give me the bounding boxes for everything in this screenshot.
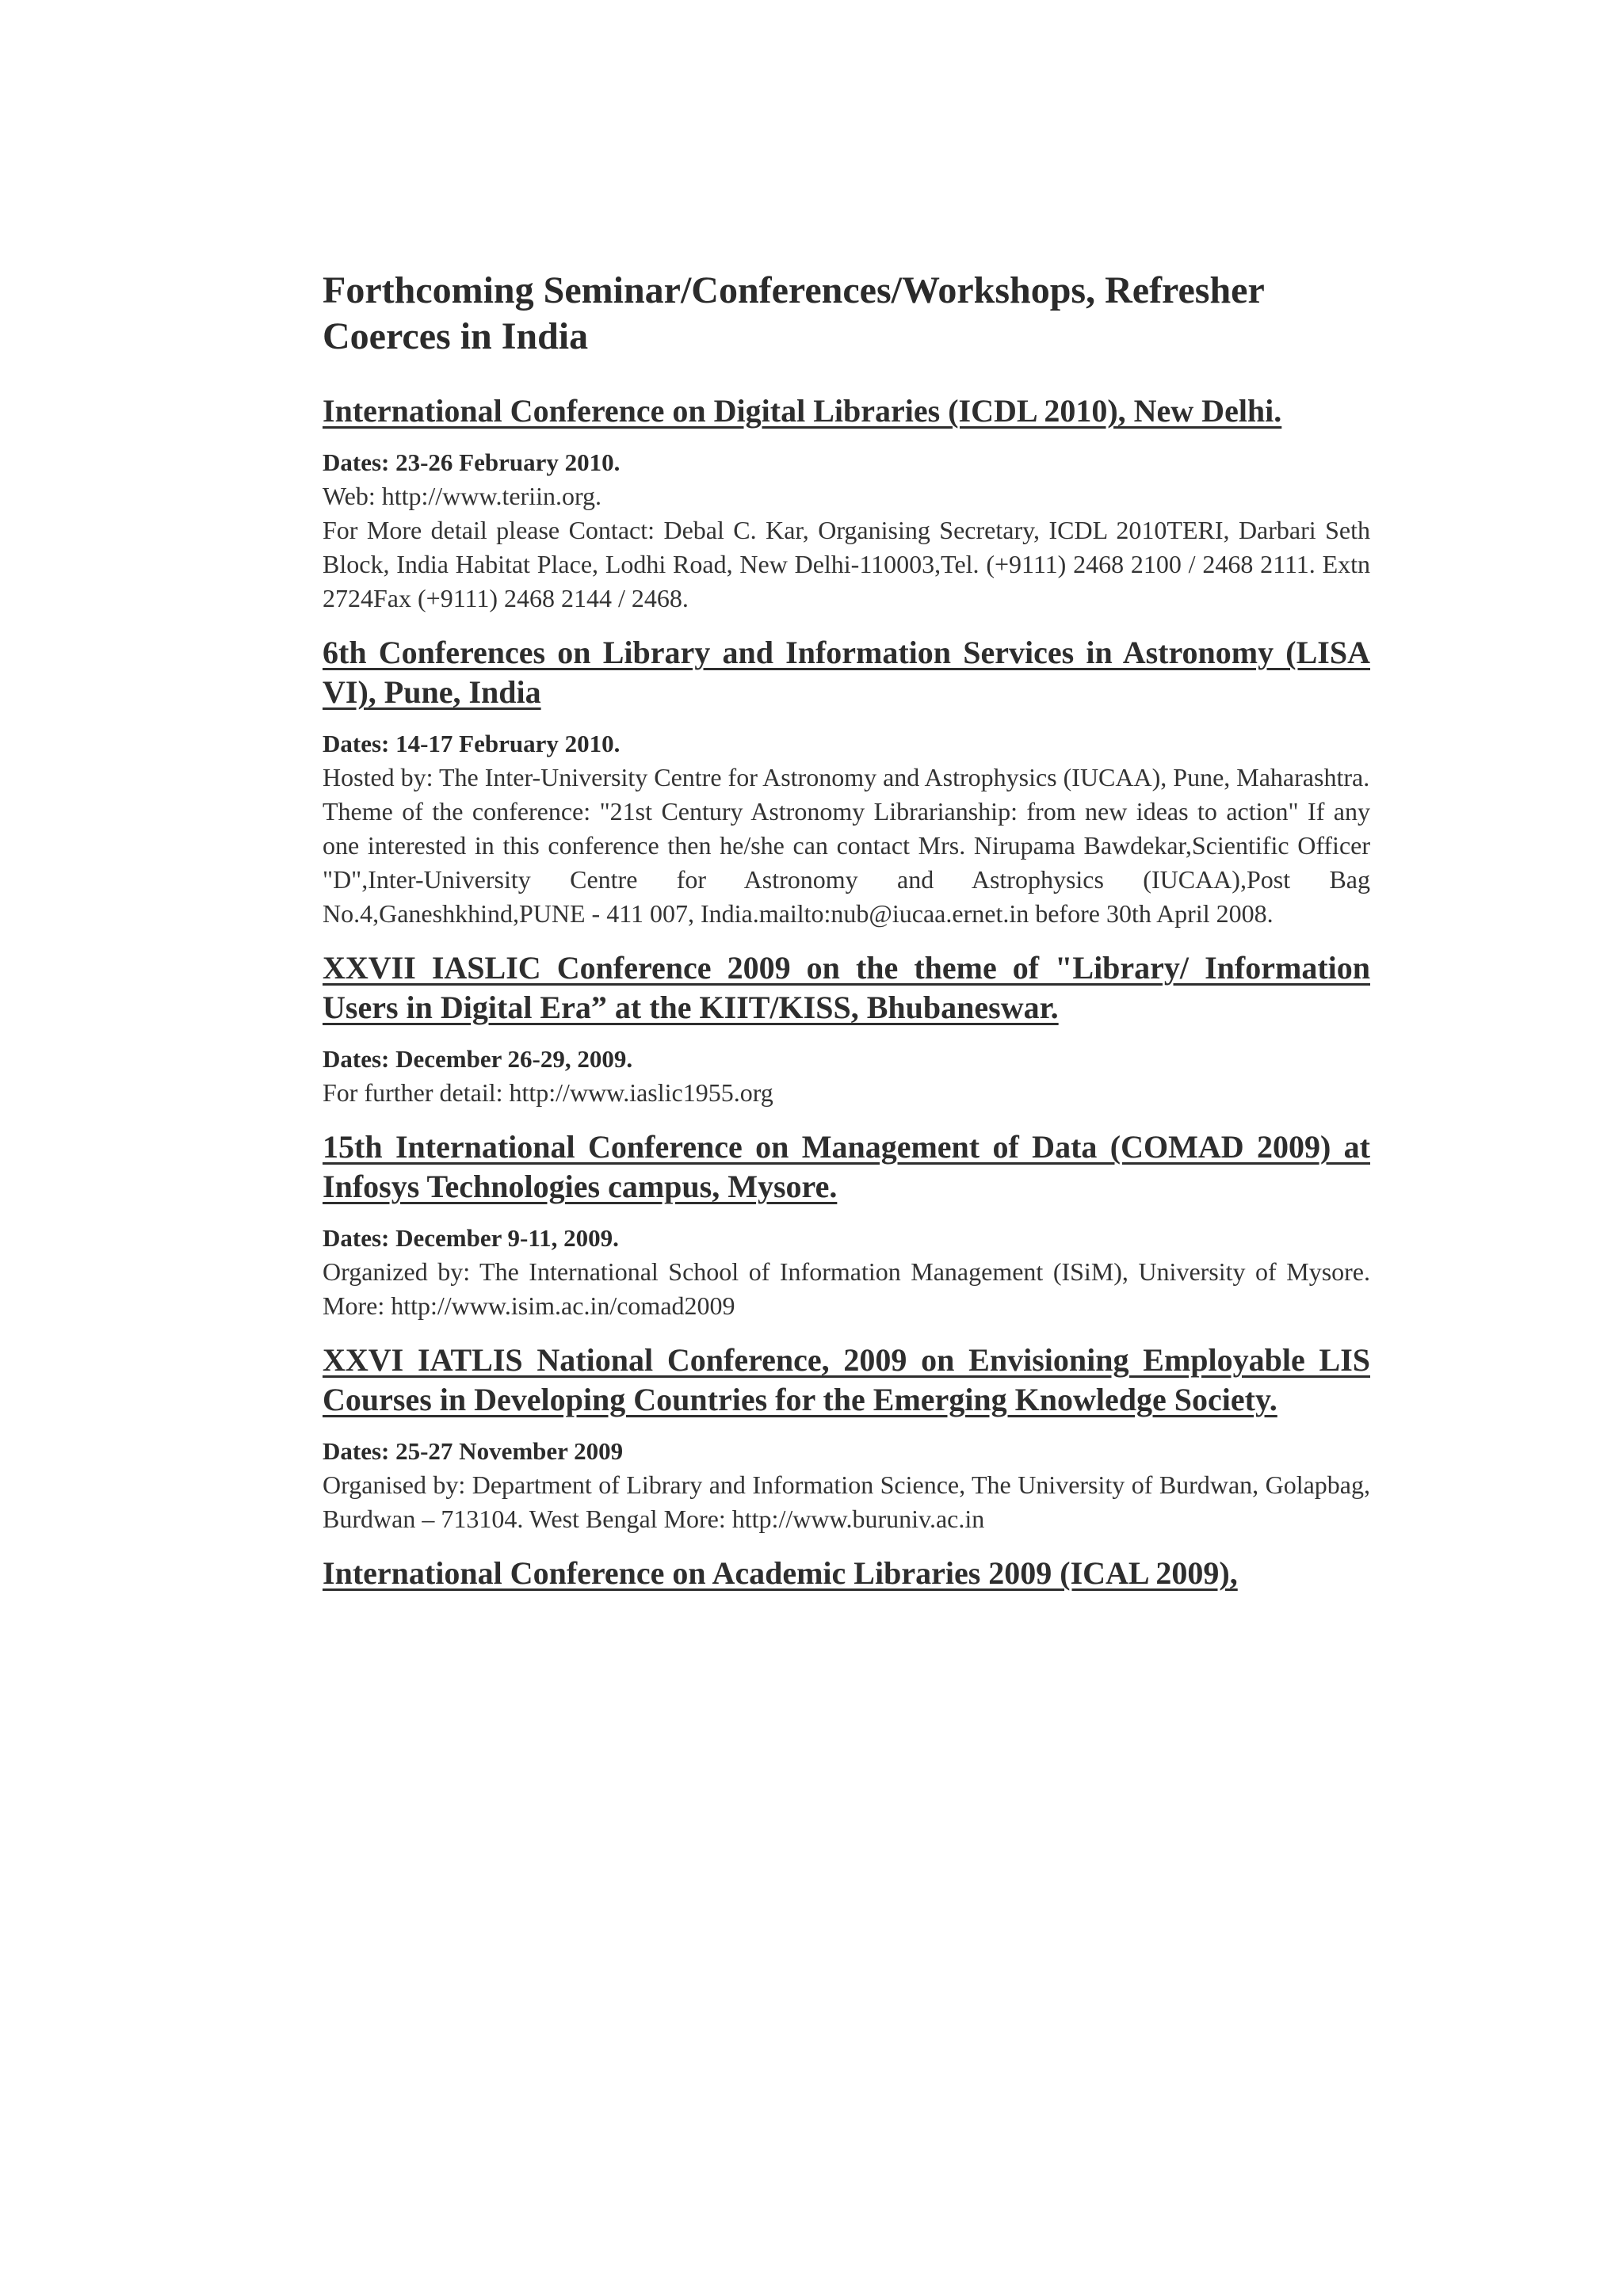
event-title: 15th International Conference on Management of Data (COMAD 2009) at Infosys Technologies campus, Mysore. (323, 1129, 1370, 1204)
event-title: XXVI IATLIS National Conference, 2009 on Envisioning Employable LIS Courses in Developing Countries for the Emerging Knowledge Society. (323, 1342, 1370, 1417)
event-web: Web: http://www.teriin.org. (323, 482, 602, 510)
event-icdl-2010 (323, 391, 1370, 616)
event-title: International Conference on Academic Libraries 2009 (ICAL 2009), (323, 1555, 1238, 1591)
event-dates: Dates: 25-27 November 2009 (323, 1437, 624, 1465)
document-page (323, 268, 1370, 1611)
event-lisa-vi (323, 633, 1370, 931)
event-host: Hosted by: The Inter-University Centre for Astronomy and Astrophysics (IUCAA), Pune, Maharashtra. (323, 763, 1370, 791)
event-iatlis-2009 (323, 1341, 1370, 1536)
event-organizer: Organised by: Department of Library and Information Science, The University of Burdwan, Golapbag, Burdwan – 713104. West Bengal More: http://www.buruniv.ac.in (323, 1470, 1370, 1533)
event-theme: Theme of the conference: "21st Century Astronomy Librarianship: from new ideas to action" If any one interested in this conference then he/she can contact Mrs. Nirupama Bawdekar,Scientific Officer "D",Inter-University Centre for Astronomy and Astrophysics (IUCAA),Post Bag No.4,Ganeshkhind,PUNE - 411 007, India.mailto:nub@iucaa.ernet.in before 30th April 2008. (323, 797, 1370, 928)
event-comad-2009 (323, 1127, 1370, 1323)
event-dates: Dates: 14-17 February 2010. (323, 730, 621, 757)
event-ical-2009 (323, 1554, 1370, 1593)
event-organizer: Organized by: The International School of Information Management (ISiM), University of Mysore. More: http://www.isim.ac.in/comad2009 (323, 1257, 1370, 1320)
event-dates: Dates: 23-26 February 2010. (323, 448, 621, 476)
event-contact: For More detail please Contact: Debal C. Kar, Organising Secretary, ICDL 2010TERI, Darbari Seth Block, India Habitat Place, Lodhi Road, New Delhi-110003,Tel. (+9111) 2468 2100 / 2468 2111. Extn 2724Fax (+9111) 2468 2144 / 2468. (323, 516, 1370, 612)
event-dates: Dates: December 9-11, 2009. (323, 1224, 619, 1252)
event-title: 6th Conferences on Library and Information Services in Astronomy (LISA VI), Pune, India (323, 635, 1370, 710)
event-dates: Dates: December 26-29, 2009. (323, 1045, 633, 1073)
event-detail: For further detail: http://www.iaslic1955.org (323, 1078, 773, 1107)
page-title: Forthcoming Seminar/Conferences/Workshops, Refresher Coerces in India (323, 269, 1264, 357)
event-title: International Conference on Digital Libraries (ICDL 2010), New Delhi. (323, 393, 1282, 429)
event-iaslic-2009 (323, 948, 1370, 1110)
event-title: XXVII IASLIC Conference 2009 on the theme of "Library/ Information Users in Digital Era” at the KIIT/KISS, Bhubaneswar. (323, 950, 1370, 1025)
